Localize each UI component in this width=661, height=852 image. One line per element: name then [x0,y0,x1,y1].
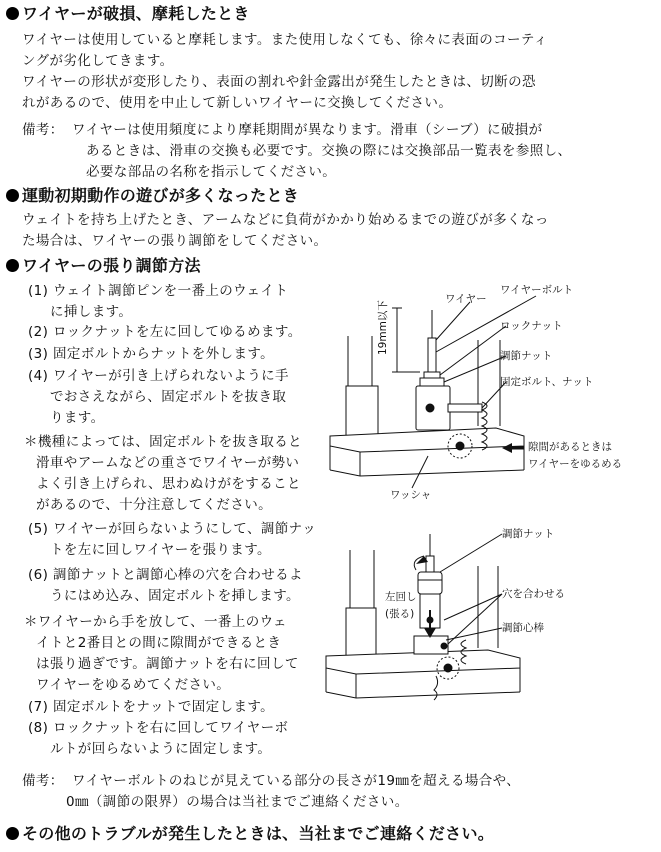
body-text: た場合は、ワイヤーの張り調節をしてください。 [22,233,328,249]
step-4: (4) ワイヤーが引き上げられないように手 [28,368,289,384]
step-5: トを左に回しワイヤーを張ります。 [50,542,271,558]
section-heading-wire-damage: ワイヤーが破損、摩耗したとき [6,4,250,24]
step-2: (2) ロックナットを左に回してゆるめます。 [28,324,302,340]
body-text: ワイヤーは使用していると摩耗します。また使用しなくても、徐々に表面のコーティ [22,32,548,48]
caution-note: ＊ワイヤーから手を放して、一番上のウェ [24,614,287,630]
step-7: (7) 固定ボルトをナットで固定します。 [28,699,275,715]
label-left-turn: 左回し [385,591,417,603]
body-text: ングが劣化してきます。 [22,53,174,69]
section-heading-other-troubles: その他のトラブルが発生したときは、当社までご連絡ください。 [6,824,494,844]
label-gap-note: 隙間があるときは [528,441,612,453]
caution-note: ワイヤーをゆるめてください。 [36,677,231,693]
label-wire: ワイヤー [445,293,487,305]
label-align-holes: 穴を合わせる [502,588,565,600]
caution-note: よく引き上げられ、思わぬけがをすること [36,476,301,492]
caution-note: イトと2番目との間に隙間ができるとき [36,635,282,651]
step-8: ルトが回らないように固定します。 [50,741,272,757]
step-1: に挿します。 [50,304,133,320]
label-adjust-nut: 調節ナット [500,350,553,362]
caution-note: ＊機種によっては、固定ボルトを抜き取ると [24,434,302,450]
note-text: 0㎜（調節の限界）の場合は当社までご連絡ください。 [66,794,409,810]
note-label: 備考： [22,122,64,138]
note-text: ワイヤーは使用頻度により摩耗期間が異なります。滑車（シーブ）に破損が [72,122,543,138]
body-text: ウェイトを持ち上げたとき、アームなどに負荷がかかり始めるまでの遊びが多くなっ [22,212,549,228]
label-tension: (張る) [385,608,415,620]
label-dimension: 19mm以下 [377,300,389,355]
label-washer: ワッシャ [390,489,432,501]
step-3: (3) 固定ボルトからナットを外します。 [28,346,275,362]
label-lock-nut: ロックナット [500,320,563,332]
label-wire-bolt: ワイヤーボルト [500,284,574,296]
body-text: ワイヤーの形状が変形したり、表面の割れや針金露出が発生したときは、切断の恐 [22,74,536,90]
section-heading-tension-adjustment: ワイヤーの張り調節方法 [6,256,201,276]
note-text: あるときは、滑車の交換も必要です。交換の際には交換部品一覧表を参照し、 [86,143,572,159]
section-heading-initial-play: 運動初期動作の遊びが多くなったとき [6,186,299,206]
note-text: ワイヤーボルトのねじが見えている部分の長さが19㎜を超える場合や、 [72,773,521,789]
body-text: れがあるので、使用を中止して新しいワイヤーに交換してください。 [22,95,453,111]
step-4: ります。 [50,410,105,426]
caution-note: は張り過ぎです。調節ナットを右に回して [36,656,299,672]
label-adjust-nut: 調節ナット [502,528,555,540]
step-8: (8) ロックナットを右に回してワイヤーボ [28,720,289,736]
step-5: (5) ワイヤーが回らないようにして、調節ナッ [28,521,317,537]
label-gap-note: ワイヤーをゆるめる [528,458,623,470]
step-6: (6) 調節ナットと調節心棒の穴を合わせるよ [28,567,303,583]
note-text: 必要な部品の名称を指示してください。 [86,164,337,180]
caution-note: があるので、十分注意してください。 [36,497,273,513]
step-6: うにはめ込み、固定ボルトを挿します。 [50,588,300,604]
label-adjust-core: 調節心棒 [502,622,544,634]
caution-note: 滑車やアームなどの重さでワイヤーが勢い [36,455,300,471]
label-fixing-bolt-nut: 固定ボルト、ナット [500,376,594,388]
step-1: (1) ウェイト調節ピンを一番上のウェイト [28,283,289,299]
note-label: 備考： [22,773,64,789]
step-4: でおさえながら、固定ボルトを抜き取 [50,389,287,405]
